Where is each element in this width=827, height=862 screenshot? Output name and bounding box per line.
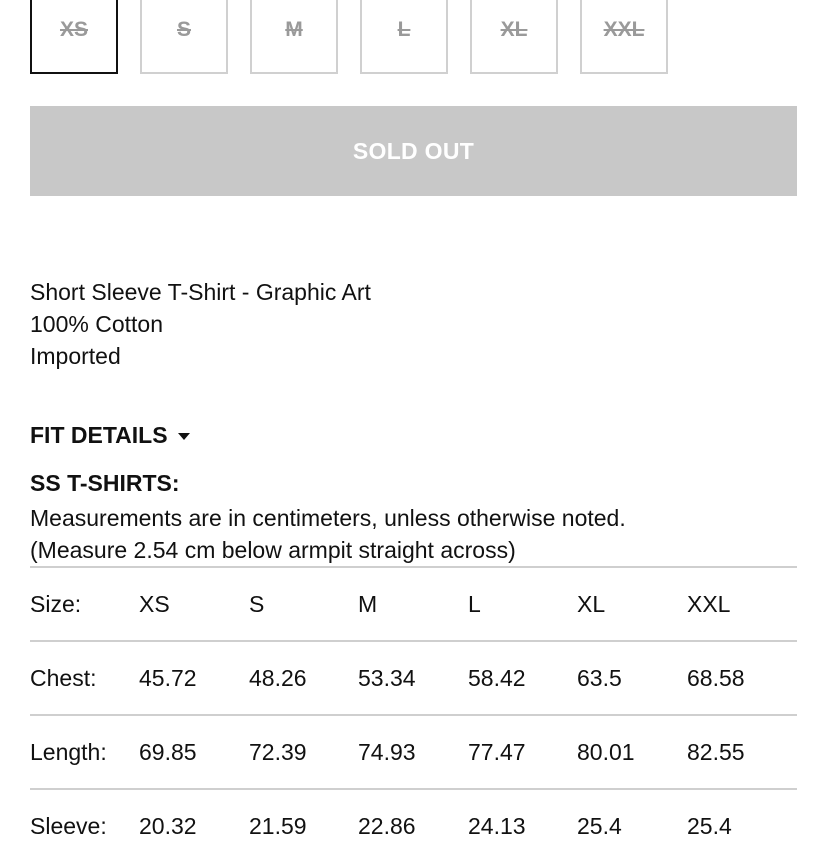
table-cell: 53.34 [358,664,416,691]
size-option-l[interactable] [360,0,448,74]
table-cell: XXL [687,590,731,617]
table-cell: 68.58 [687,664,745,691]
table-cell: 58.42 [468,664,526,691]
table-row [30,788,797,862]
sold-out-label: SOLD OUT [352,137,475,164]
table-cell: L [468,590,481,617]
table-row [30,714,797,788]
size-option-m[interactable] [250,0,338,74]
table-row [30,640,797,714]
product-description [30,276,371,372]
row-label: Size: [30,590,82,617]
description-line: Imported [30,343,121,369]
size-chart-note: Measurements are in centimeters, unless otherwise noted. [30,505,626,531]
table-cell: XL [577,590,606,617]
size-option-label: XS [59,18,88,41]
table-cell: 82.55 [687,738,745,765]
table-cell: 80.01 [577,738,635,765]
size-chart-table [30,566,797,862]
size-chart-notes [30,502,626,566]
size-option-xs[interactable] [30,0,118,74]
description-line: Short Sleeve T-Shirt - Graphic Art [30,279,371,305]
table-cell: 77.47 [468,738,526,765]
size-chart-title: SS T-SHIRTS: [30,470,180,496]
table-cell: 25.4 [577,812,622,839]
size-option-label: XL [500,18,528,41]
size-option-label: M [285,18,303,41]
size-option-xxl[interactable] [580,0,668,74]
size-option-label: XXL [603,18,645,41]
table-row [30,566,797,640]
table-cell: 24.13 [468,812,526,839]
caret-down-icon [178,433,190,440]
table-cell: XS [139,590,170,617]
table-cell: M [358,590,378,617]
size-option-xl[interactable] [470,0,558,74]
size-option-label: S [176,18,191,41]
table-cell: 45.72 [139,664,197,691]
size-option-s[interactable] [140,0,228,74]
table-cell: 22.86 [358,812,416,839]
row-label: Sleeve: [30,812,107,839]
table-cell: 20.32 [139,812,197,839]
table-cell: S [249,590,265,617]
row-label: Chest: [30,664,97,691]
size-chart-note: (Measure 2.54 cm below armpit straight across) [30,537,516,563]
table-cell: 72.39 [249,738,307,765]
table-cell: 69.85 [139,738,197,765]
row-label: Length: [30,738,107,765]
table-cell: 74.93 [358,738,416,765]
table-cell: 48.26 [249,664,307,691]
table-cell: 25.4 [687,812,732,839]
sold-out-button[interactable] [30,106,797,196]
table-cell: 63.5 [577,664,622,691]
table-cell: 21.59 [249,812,307,839]
fit-details-label: FIT DETAILS [30,422,168,448]
size-option-label: L [397,18,411,41]
description-line: 100% Cotton [30,311,163,337]
fit-details-toggle[interactable] [30,422,190,449]
